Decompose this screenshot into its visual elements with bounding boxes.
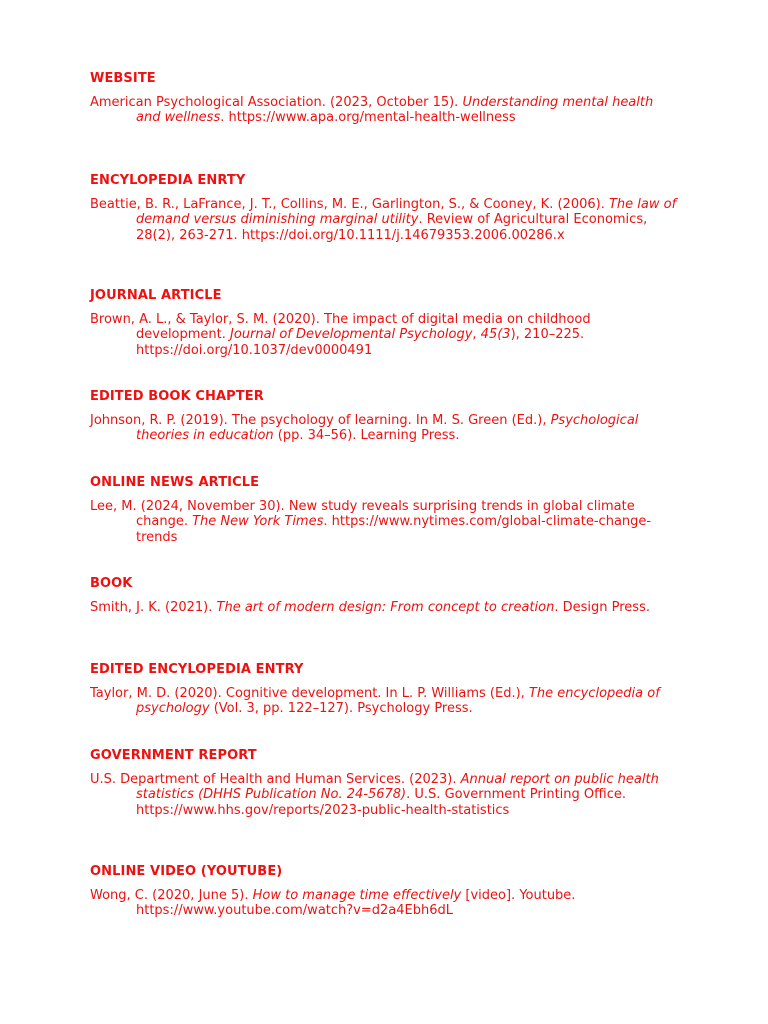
entry-text: . Design Press. — [554, 600, 650, 615]
reference-entry — [90, 600, 680, 615]
section-heading: ONLINE NEWS ARTICLE — [90, 475, 260, 490]
entry-text: American Psychological Association. (2023, October 15). — [90, 95, 463, 110]
section-heading: WEBSITE — [90, 71, 156, 86]
entry-text: Wong, C. (2020, June 5). — [90, 888, 253, 903]
entry-text: [video]. Youtube. https://www.youtube.com/watch?v=d2a4Ebh6dL — [136, 888, 576, 919]
section-government-report — [90, 748, 680, 818]
section-heading: JOURNAL ARTICLE — [90, 288, 222, 303]
entry-title: The encyclopedia of psychology — [136, 686, 660, 717]
entry-publication: The New York Times — [192, 514, 324, 530]
entry-text: . https://www.nytimes.com/global-climate-change-trends — [136, 514, 652, 545]
section-heading: ENCYLOPEDIA ENRTY — [90, 173, 246, 188]
reference-entry — [90, 197, 680, 243]
section-online-news-article — [90, 475, 680, 545]
entry-text: , — [472, 327, 481, 343]
section-journal-article — [90, 288, 680, 358]
section-heading: BOOK — [90, 576, 133, 591]
entry-journal: Journal of Developmental Psychology — [230, 327, 473, 343]
reference-entry — [90, 312, 680, 358]
entry-text: U.S. Department of Health and Human Services. (2023). — [90, 772, 461, 787]
entry-title: How to manage time effectively — [252, 888, 462, 903]
reference-entry — [90, 413, 680, 444]
section-online-video — [90, 864, 680, 919]
entry-text: . Review of Agricultural Economics, 28(2), 263-271. https://doi.org/10.1111/j.14679353.2006.00286.x — [136, 212, 648, 243]
reference-entry — [90, 772, 680, 818]
entry-text: Taylor, M. D. (2020). Cognitive development. In L. P. Williams (Ed.), — [90, 686, 529, 701]
entry-text: Brown, A. L., & Taylor, S. M. (2020). The impact of digital media on childhood development. — [90, 312, 591, 343]
section-heading: EDITED ENCYLOPEDIA ENTRY — [90, 662, 304, 677]
entry-text: Johnson, R. P. (2019). The psychology of learning. In M. S. Green (Ed.), — [90, 413, 551, 428]
section-book — [90, 576, 680, 615]
entry-title: The law of demand versus diminishing marginal utility — [136, 197, 677, 228]
entry-title: Psychological theories in education — [136, 413, 639, 444]
entry-text: Smith, J. K. (2021). — [90, 600, 217, 615]
entry-text: . U.S. Government Printing Office. https://www.hhs.gov/reports/2023-public-health-statistics — [136, 787, 626, 818]
section-heading: ONLINE VIDEO (YOUTUBE) — [90, 864, 283, 879]
reference-entry — [90, 888, 680, 919]
reference-entry — [90, 686, 680, 717]
section-heading: GOVERNMENT REPORT — [90, 748, 257, 763]
entry-text: (pp. 34–56). Learning Press. — [273, 428, 460, 444]
entry-text: (Vol. 3, pp. 122–127). Psychology Press. — [209, 701, 473, 717]
reference-entry — [90, 499, 680, 545]
section-edited-book-chapter — [90, 389, 680, 444]
entry-text: Lee, M. (2024, November 30). New study reveals surprising trends in global climate change. — [90, 499, 635, 530]
entry-text: . https://www.apa.org/mental-health-wellness — [220, 110, 516, 126]
section-encyclopedia-entry — [90, 173, 680, 243]
reference-entry — [90, 95, 680, 126]
entry-volume: 45(3 — [480, 327, 511, 343]
section-edited-encyclopedia-entry — [90, 662, 680, 717]
entry-title: Understanding mental health and wellness — [136, 95, 654, 126]
entry-title: Annual report on public health statistics (DHHS Publication No. 24-5678) — [136, 772, 659, 803]
section-heading: EDITED BOOK CHAPTER — [90, 389, 264, 404]
entry-title: The art of modern design: From concept to creation — [216, 600, 555, 615]
section-website — [90, 71, 680, 126]
entry-text: Beattie, B. R., LaFrance, J. T., Collins, M. E., Garlington, S., & Cooney, K. (2006). — [90, 197, 609, 212]
entry-text: ), 210–225. https://doi.org/10.1037/dev0000491 — [136, 327, 585, 358]
